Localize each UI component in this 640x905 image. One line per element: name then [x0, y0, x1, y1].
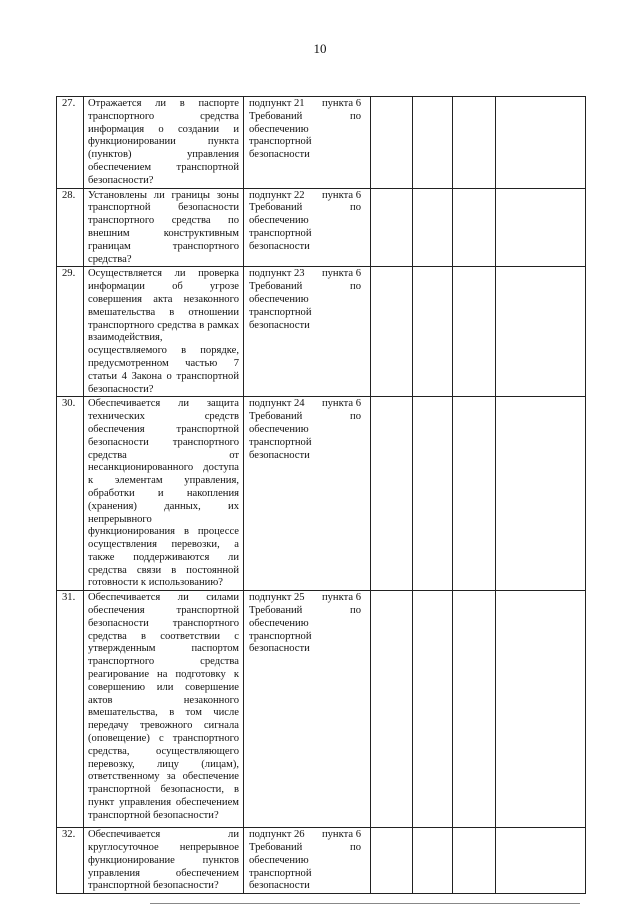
ref-line-3: обеспечению	[249, 215, 309, 227]
table-row	[57, 188, 586, 267]
empty-cell	[496, 591, 586, 828]
empty-cell	[371, 397, 413, 591]
ref-po: по	[350, 110, 361, 122]
ref-requirements: Требований	[249, 281, 303, 293]
empty-cell	[413, 397, 453, 591]
ref-line-3: обеспечению	[249, 423, 309, 435]
ref-item: пункта 6	[321, 189, 361, 201]
reference-cell	[244, 591, 371, 828]
empty-cell	[496, 188, 586, 267]
question-text: Обеспечивается ли круглосуточное непрерывное функционирование пунктов управления обеспечением транспортной безопасности?	[84, 828, 244, 894]
bottom-rule	[150, 903, 580, 904]
ref-po: по	[350, 281, 361, 293]
empty-cell	[496, 97, 586, 189]
ref-line-3: обеспечению	[249, 854, 309, 866]
ref-line-3: обеспечению	[249, 293, 309, 305]
empty-cell	[413, 97, 453, 189]
ref-item: пункта 6	[321, 592, 361, 604]
ref-line-4: транспортной	[249, 227, 312, 239]
ref-line-5: безопасности	[249, 449, 310, 461]
empty-cell	[371, 97, 413, 189]
ref-subitem: подпункт 24	[249, 398, 305, 410]
ref-subitem: подпункт 25	[249, 592, 305, 604]
reference-cell	[244, 97, 371, 189]
table-row	[57, 97, 586, 189]
ref-line-3: обеспечению	[249, 617, 309, 629]
question-text: Обеспечивается ли силами обеспечения транспортной безопасности транспортного средства в соответствии с утвержденным паспортом транспортного средства реагирование на подготовку к совершению или совершение актов незаконного вмешательства, в том числе передачу тревожного сигнала (оповещение) с транспортного средства, осуществляющего перевозку, лицу (лицам), ответственному за обеспечение транспортной безопасности, в пункт управления обеспечением транспортной безопасности?	[84, 591, 244, 828]
row-number: 32.	[57, 828, 84, 894]
ref-line-4: транспортной	[249, 306, 312, 318]
question-text: Обеспечивается ли защита технических средств обеспечения транспортной безопасности транспортного средства от несанкционированного доступа к элементам управления, обработки и накопления (хранения) данных, их непрерывного функционирования в процессе осуществления перевозки, а также поддерживаются ли средства связи в постоянной готовности к использованию?	[84, 397, 244, 591]
reference-cell	[244, 188, 371, 267]
question-text: Отражается ли в паспорте транспортного средства информация о создании и функционировании пункта (пунктов) управления обеспечением транспортной безопасности?	[84, 97, 244, 189]
reference-cell	[244, 397, 371, 591]
ref-item: пункта 6	[321, 829, 361, 841]
ref-requirements: Требований	[249, 110, 303, 122]
table-row	[57, 397, 586, 591]
ref-item: пункта 6	[321, 268, 361, 280]
empty-cell	[453, 188, 496, 267]
empty-cell	[413, 828, 453, 894]
ref-item: пункта 6	[321, 398, 361, 410]
ref-line-4: транспортной	[249, 867, 312, 879]
page-number: 10	[313, 41, 327, 56]
ref-po: по	[350, 605, 361, 617]
empty-cell	[413, 188, 453, 267]
row-number: 30.	[57, 397, 84, 591]
empty-cell	[453, 97, 496, 189]
ref-line-5: безопасности	[249, 319, 310, 331]
row-number: 29.	[57, 267, 84, 397]
ref-requirements: Требований	[249, 842, 303, 854]
ref-requirements: Требований	[249, 411, 303, 423]
row-number: 27.	[57, 97, 84, 189]
ref-item: пункта 6	[321, 98, 361, 109]
question-text: Осуществляется ли проверка информации об угрозе совершения акта незаконного вмешательства в отношении транспортного средства в рамках взаимодействия, осуществляемого в порядке, предусмотренном частью 7 статьи 4 Закона о транспортной безопасности?	[84, 267, 244, 397]
table-row	[57, 591, 586, 828]
ref-line-5: безопасности	[249, 643, 310, 655]
ref-line-4: транспортной	[249, 136, 312, 148]
empty-cell	[453, 828, 496, 894]
empty-cell	[453, 397, 496, 591]
ref-subitem: подпункт 26	[249, 829, 305, 841]
empty-cell	[371, 267, 413, 397]
empty-cell	[453, 591, 496, 828]
ref-subitem: подпункт 21	[249, 98, 305, 109]
ref-line-4: транспортной	[249, 630, 312, 642]
row-number: 31.	[57, 591, 84, 828]
ref-po: по	[350, 411, 361, 423]
ref-line-5: безопасности	[249, 880, 310, 892]
reference-cell	[244, 828, 371, 894]
empty-cell	[371, 188, 413, 267]
table-row	[57, 267, 586, 397]
ref-requirements: Требований	[249, 202, 303, 214]
ref-po: по	[350, 842, 361, 854]
empty-cell	[413, 267, 453, 397]
ref-line-3: обеспечению	[249, 123, 309, 135]
empty-cell	[371, 828, 413, 894]
empty-cell	[496, 828, 586, 894]
empty-cell	[453, 267, 496, 397]
reference-cell	[244, 267, 371, 397]
empty-cell	[413, 591, 453, 828]
empty-cell	[496, 397, 586, 591]
empty-cell	[496, 267, 586, 397]
ref-subitem: подпункт 22	[249, 189, 305, 201]
question-text: Установлены ли границы зоны транспортной безопасности транспортного средства по внешним конструктивным границам транспортного средства?	[84, 188, 244, 267]
checklist-table	[56, 96, 586, 894]
ref-line-4: транспортной	[249, 436, 312, 448]
ref-line-5: безопасности	[249, 240, 310, 252]
ref-subitem: подпункт 23	[249, 268, 305, 280]
row-number: 28.	[57, 188, 84, 267]
empty-cell	[371, 591, 413, 828]
table-row	[57, 828, 586, 894]
ref-line-5: безопасности	[249, 149, 310, 161]
ref-requirements: Требований	[249, 605, 303, 617]
ref-po: по	[350, 202, 361, 214]
